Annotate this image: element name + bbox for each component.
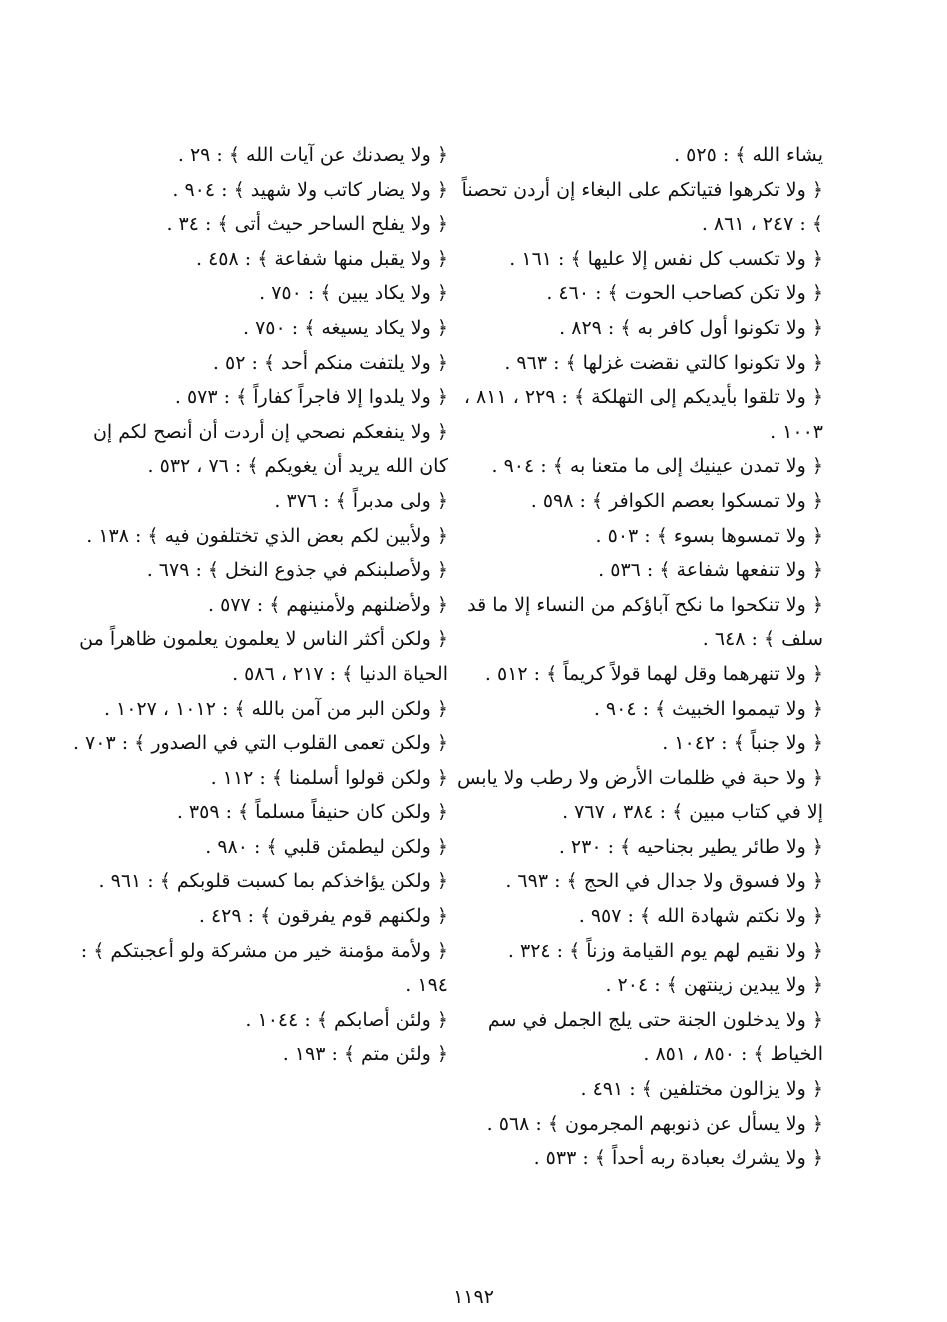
index-entry: ﴿ ولا تكونوا كالتي نقضت غزلها ﴾ : ٩٦٣ . xyxy=(504,351,823,374)
index-entry: ﴿ ولا يبدين زينتهن ﴾ : ٢٠٤ . xyxy=(605,974,823,997)
index-entry: ﴿ ولا يلتفت منكم أحد ﴾ : ٥٢ . xyxy=(212,351,448,374)
index-entry: ﴿ ولكن يؤاخذكم بما كسبت قلوبكم ﴾ : ٩٦١ . xyxy=(98,870,448,893)
index-entry: ﴿ ولا يزالون مختلفين ﴾ : ٤٩١ . xyxy=(580,1078,823,1101)
index-entry: ﴿ ولا حبة في ظلمات الأرض ولا رطب ولا يابس إلا في كتاب مبين ﴾ : ٣٨٤ ، ٧٦٧ . xyxy=(457,766,823,824)
index-entry: ﴿ ولا تمسوها بسوء ﴾ : ٥٠٣ . xyxy=(595,524,823,547)
index-entry: ﴿ ولا فسوق ولا جدال في الحج ﴾ : ٦٩٣ . xyxy=(505,870,823,893)
index-entry: ﴿ ولا طائر يطير بجناحيه ﴾ : ٢٣٠ . xyxy=(558,835,823,858)
index-entry: ﴿ ولكن تعمى القلوب التي في الصدور ﴾ : ٧٠٣ . xyxy=(72,732,448,755)
index-entry: ﴿ ولئن أصابكم ﴾ : ١٠٤٤ . xyxy=(245,1008,448,1031)
index-entry: ﴿ ولا يشرك بعبادة ربه أحداً ﴾ : ٥٣٣ . xyxy=(533,1147,823,1170)
index-entry: ﴿ ولى مدبراً ﴾ : ٣٧٦ . xyxy=(274,489,448,512)
index-entry: ﴿ ولكنهم قوم يفرقون ﴾ : ٤٢٩ . xyxy=(198,905,448,928)
page-number: ١١٩٢ xyxy=(453,1286,494,1308)
index-entry: ﴿ ولكن البر من آمن بالله ﴾ : ١٠١٢ ، ١٠٢٧ . xyxy=(103,697,448,720)
index-column-right xyxy=(445,138,823,1176)
index-entry: ﴿ ولا نكتم شهادة الله ﴾ : ٩٥٧ . xyxy=(578,905,823,928)
index-entry: ﴿ ولا تيمموا الخبيث ﴾ : ٩٠٤ . xyxy=(593,697,823,720)
index-entry: ﴿ ولا يكاد يبين ﴾ : ٧٥٠ . xyxy=(259,282,448,305)
index-entry: ﴿ ولا يدخلون الجنة حتى يلج الجمل في سم الخياط ﴾ : ٨٥٠ ، ٨٥١ . xyxy=(487,1008,823,1066)
index-entry: ﴿ ولا يفلح الساحر حيث أتى ﴾ : ٣٤ . xyxy=(166,213,448,236)
index-entry: ﴿ ولأصلبنكم في جذوع النخل ﴾ : ٦٧٩ . xyxy=(146,559,448,582)
index-entry: ﴿ ولكن ليطمئن قلبي ﴾ : ٩٨٠ . xyxy=(205,835,448,858)
index-entry: يشاء الله ﴾ : ٥٢٥ . xyxy=(674,144,823,166)
index-entry: ﴿ ولا تكونوا أول كافر به ﴾ : ٨٢٩ . xyxy=(559,316,823,339)
index-entry: ﴿ ولا تمدن عينيك إلى ما متعنا به ﴾ : ٩٠٤ . xyxy=(491,455,823,478)
index-entry: ﴿ ولا تلقوا بأيديكم إلى التهلكة ﴾ : ٢٢٩ ، ٨١١ ، ١٠٠٣ . xyxy=(463,386,823,443)
index-entry: ﴿ ولا يسأل عن ذنوبهم المجرمون ﴾ : ٥٦٨ . xyxy=(486,1112,823,1135)
index-entry: ﴿ ولا ينفعكم نصحي إن أردت أن أنصح لكم إن كان الله يريد أن يغويكم ﴾ : ٧٦ ، ٥٣٢ . xyxy=(92,420,448,478)
index-entry: ﴿ ولئن متم ﴾ : ١٩٣ . xyxy=(282,1043,448,1066)
index-entry: ﴿ ولكن قولوا أسلمنا ﴾ : ١١٢ . xyxy=(210,766,448,789)
index-entry: ﴿ ولا تمسكوا بعصم الكوافر ﴾ : ٥٩٨ . xyxy=(530,489,823,512)
index-entry: ﴿ ولأضلنهم ولأمنينهم ﴾ : ٥٧٧ . xyxy=(208,593,448,616)
index-entry: ﴿ ولا يقبل منها شفاعة ﴾ : ٤٥٨ . xyxy=(196,247,448,270)
index-entry: ﴿ ولا تنفعها شفاعة ﴾ : ٥٣٦ . xyxy=(598,559,823,582)
index-entry: ﴿ ولأمة مؤمنة خير من مشركة ولو أعجبتكم ﴾ : ١٩٤ . xyxy=(80,939,448,997)
index-column-left xyxy=(70,138,448,1072)
index-entry: ﴿ ولا تكسب كل نفس إلا عليها ﴾ : ١٦١ . xyxy=(509,247,823,270)
index-entry: ﴿ ولا جنباً ﴾ : ١٠٤٢ . xyxy=(662,732,823,755)
index-entry: ﴿ ولكن كان حنيفاً مسلماً ﴾ : ٣٥٩ . xyxy=(176,801,448,824)
index-entry: ﴿ ولا تكرهوا فتياتكم على البغاء إن أردن تحصناً ﴾ : ٢٤٧ ، ٨٦١ . xyxy=(461,178,823,236)
index-entry: ﴿ ولكن أكثر الناس لا يعلمون يعلمون ظاهراً من الحياة الدنيا ﴾ : ٢١٧ ، ٥٨٦ . xyxy=(79,628,448,685)
index-entry: ﴿ ولا نقيم لهم يوم القيامة وزناً ﴾ : ٣٢٤ . xyxy=(507,939,823,962)
index-entry: ﴿ ولا يكاد يسيغه ﴾ : ٧٥٠ . xyxy=(243,316,448,339)
index-entry: ﴿ ولا يصدنك عن آيات الله ﴾ : ٢٩ . xyxy=(177,144,448,166)
index-entry: ﴿ ولا يضار كاتب ولا شهيد ﴾ : ٩٠٤ . xyxy=(172,178,448,201)
index-entry: ﴿ ولا يلدوا إلا فاجراً كفاراً ﴾ : ٥٧٣ . xyxy=(174,386,448,409)
index-entry: ﴿ ولا تكن كصاحب الحوت ﴾ : ٤٦٠ . xyxy=(546,282,823,305)
index-entry: ﴿ ولا تنهرهما وقل لهما قولاً كريماً ﴾ : ٥١٢ . xyxy=(484,662,823,685)
index-entry: ﴿ ولأبين لكم بعض الذي تختلفون فيه ﴾ : ١٣٨ . xyxy=(86,524,448,547)
index-entry: ﴿ ولا تنكحوا ما نكح آباؤكم من النساء إلا ما قد سلف ﴾ : ٦٤٨ . xyxy=(467,593,823,651)
